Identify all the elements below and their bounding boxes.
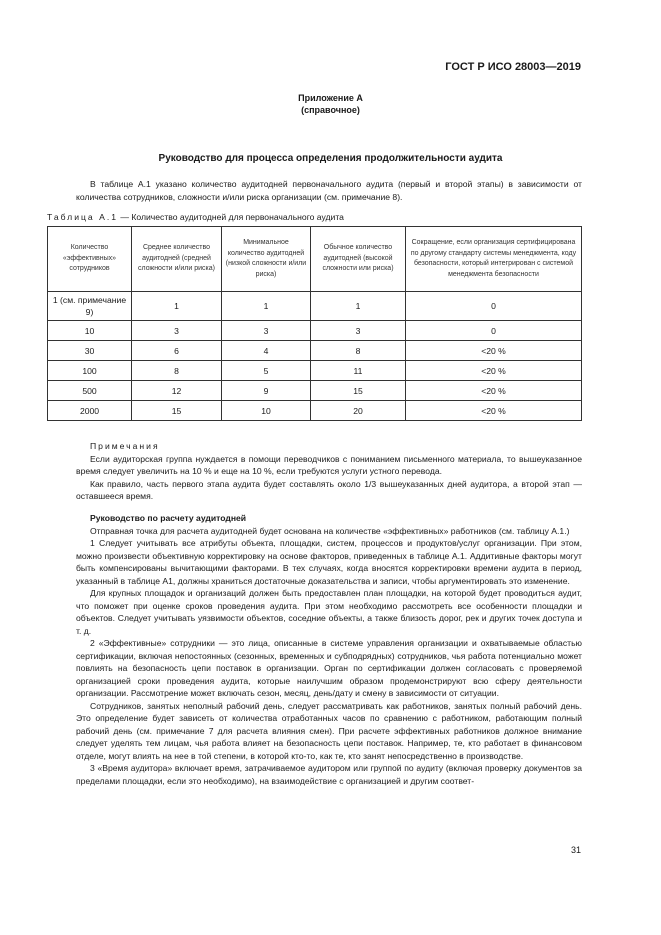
appendix-title: Приложение А [298,93,363,103]
table-cell: 1 [132,292,222,321]
table-cell: 5 [222,361,311,381]
table-row [48,361,582,381]
table-cell: 15 [311,381,406,401]
header-cell: Минимальное количество аудитодней (низкой сложности и/или риска) [222,227,311,292]
header-cell: Среднее количество аудитодней (средней сложности и/или риска) [132,227,222,292]
guidance-block [76,512,582,787]
guidance-paragraph: 2 «Эффективные» сотрудники — это лица, описанные в системе управления организации и охватываемые областью сертификации, включая непостоянных (сезонных, временных и субподрядных) сотрудников, чья работа потенциально может повлиять на безопасность цепи поставок в организации. Орган по сертификации должен согласовать с проверяемой организацией сроки проведения аудита, которые наилучшим образом продемонстрируют всю сферу деятельности организации. Рассмотрение может включать сезон, месяц, день/дату и смену в зависимости от ситуации. [76,638,582,698]
page-number: 31 [570,845,581,855]
table-row [48,341,582,361]
table-cell: 100 [48,361,132,381]
table-cell: 3 [311,321,406,341]
notes-title: Примечания [90,441,160,451]
table-cell: 0 [406,292,582,321]
table-cell: 2000 [48,401,132,421]
table-cell: 20 [311,401,406,421]
table-cell: <20 % [406,341,582,361]
table-cell: 1 [311,292,406,321]
standard-header: ГОСТ Р ИСО 28003—2019 [445,61,581,73]
table-cell: 3 [222,321,311,341]
header-cell: Сокращение, если организация сертифицирована по другому стандарту системы менеджмента, коду безопасности, который интегрирован с системой менеджмента безопасности [406,227,582,292]
table-cell: 10 [222,401,311,421]
table-row [48,401,582,421]
table-cell: 0 [406,321,582,341]
table-cell: 30 [48,341,132,361]
table-cell: 15 [132,401,222,421]
note-item: Если аудиторская группа нуждается в помощи переводчиков с пониманием письменного материала, то вышеуказанное время следует увеличить на 10 % и еще на 10 %, если требуются услуги устного перевода. [76,453,582,476]
table-cell: <20 % [406,361,582,381]
table-cell: 500 [48,381,132,401]
table-header-row [48,227,582,292]
table-row [48,381,582,401]
table-row [48,292,582,321]
section-title: Руководство для процесса определения продолжительности аудита [158,153,503,164]
header-cell: Обычное количество аудитодней (высокой сложности или риска) [311,227,406,292]
table-cell: 6 [132,341,222,361]
guidance-paragraph: Сотрудников, занятых неполный рабочий день, следует рассматривать как работников, занятых полный рабочий день. Это определение будет зависеть от количества отработанных часов по сравнению с работником, работающим полный рабочий день (см. примечание 7 для расчета влияния смен). При расчете эффективных работников должное внимание следует уделять тем лицам, чья работа влияет на безопасность цепи поставок. Например, те, кто работает в финансовом отделе, могут влиять на нее в той степени, в которой кто-то, как те, кто занят непосредственно в производстве. [76,700,582,761]
guidance-title: Руководство по расчету аудитодней [90,513,247,523]
table-cell: 10 [48,321,132,341]
table-cell: 8 [132,361,222,381]
guidance-paragraph: 1 Следует учитывать все атрибуты объекта, площадки, систем, процессов и продуктов/услуг организации. При этом, можно произвести объективную корректировку на основе факторов, приведенных в таблице А.1. Аддитивные факторы могут быть компенсированы вычитающими факторами. В тех случаях, когда вносятся корректировки времени аудита в период, указанный в таблице А1, должны храниться достаточные доказательства и записи, чтобы аргументировать это изменение. [76,538,582,586]
table-caption-text: — Количество аудитодней для первоначального аудита [117,212,344,222]
table-cell: 8 [311,341,406,361]
table-caption-label: Таблица А.1 [47,212,118,222]
guidance-paragraph: Для крупных площадок и организаций должен быть предоставлен план площадки, на которой будет проводиться аудит, что поможет при оценке сроков проведения аудита. При этом необходимо рассмотреть все особенности площадки и объектов. Следует учитывать уязвимости объектов, соседние объекты, а также близость дорог, рек и других точек доступа и т. д. [76,588,582,636]
table-cell: 12 [132,381,222,401]
appendix-heading [0,92,661,116]
guidance-paragraph: 3 «Время аудитора» включает время, затрачиваемое аудитором или группой по аудиту (включая проверку документов за пределами площадки, если это необходимо), на взаимодействие с организацией и другим соответ- [76,763,582,786]
table-cell: 3 [132,321,222,341]
audit-days-table [47,226,582,421]
note-item: Как правило, часть первого этапа аудита будет составлять около 1/3 вышеуказанных дней аудитора, а второй этап — оставшееся время. [76,478,582,501]
intro-paragraph [76,178,582,203]
intro-text: В таблице А.1 указано количество аудитодней первоначального аудита (первый и второй этапы) в зависимости от количества сотрудников, сложности и/или риска организации (см. примечание 8). [76,179,582,202]
table-cell: <20 % [406,401,582,421]
notes-block [76,440,582,503]
table-cell: 11 [311,361,406,381]
appendix-subtitle: (справочное) [301,105,360,115]
table-cell: 4 [222,341,311,361]
table-cell: <20 % [406,381,582,401]
guidance-paragraph: Отправная точка для расчета аудитодней будет основана на количестве «эффективных» работников (см. таблицу А.1.) [90,525,570,536]
table-cell: 9 [222,381,311,401]
table-cell: 1 [222,292,311,321]
header-cell: Количество «эффективных» сотрудников [48,227,132,292]
table-caption [47,212,344,222]
table-cell: 1 (см. примечание 9) [48,292,132,321]
table-row [48,321,582,341]
